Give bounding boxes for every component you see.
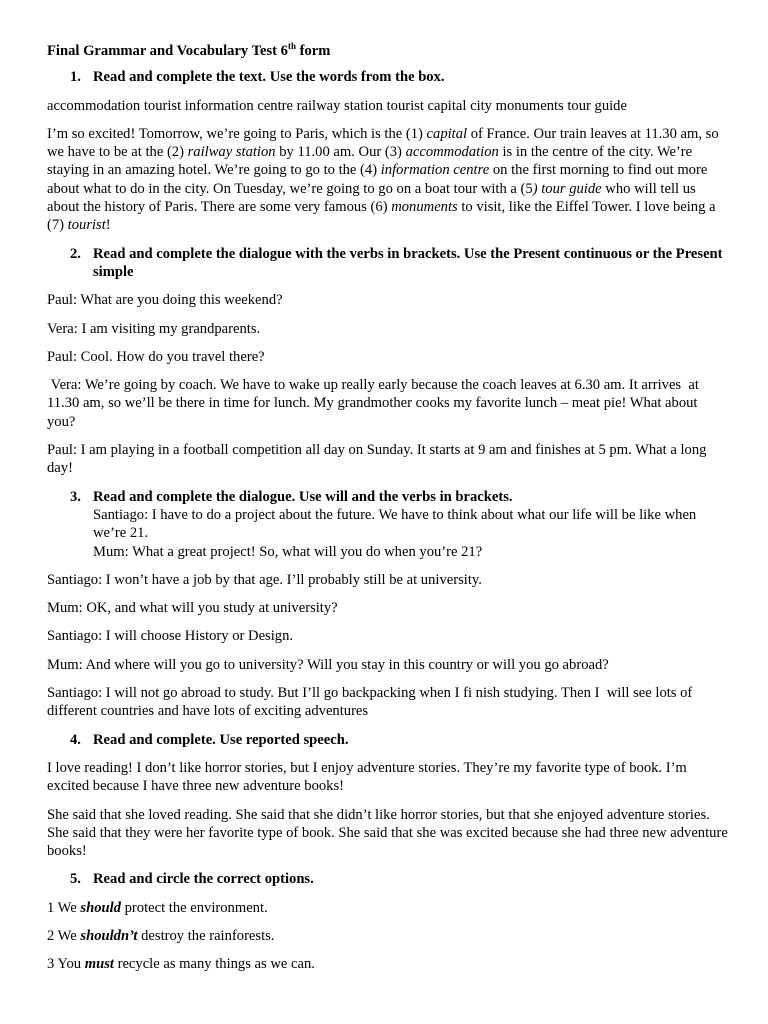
section-4-instruction: Read and complete. Use reported speech.	[93, 731, 349, 748]
section-2-heading	[47, 245, 728, 282]
section-3-number: 3.	[70, 488, 81, 505]
dialogue-line: Santiago: I won’t have a job by that age. I’ll probably still be at university.	[47, 571, 482, 588]
section-1-heading	[47, 68, 728, 86]
answer-1: capital	[426, 125, 468, 142]
dialogue-line: Paul: I am playing in a football competition all day on Sunday. It starts at 9 am and finishes at 5 pm. What a long day!	[47, 442, 707, 477]
title-tail: form	[295, 43, 331, 59]
dialogue-line: Paul: Cool. How do you travel there?	[47, 348, 265, 365]
exercise-item	[47, 927, 728, 945]
item-prefix: 3 You	[47, 956, 85, 973]
reported-speech-answer: She said that she loved reading. She said that she didn’t like horror stories, but that she enjoyed adventure stories. She said that they were her favorite type of book. She said that she was excited because she had three new adventure books!	[47, 806, 728, 860]
item-prefix: 1 We	[47, 899, 81, 916]
item-prefix: 2 We	[47, 927, 81, 944]
selected-option: should	[80, 899, 121, 916]
dialogue-line: Mum: OK, and what will you study at university?	[47, 600, 338, 617]
dialogue-line: Mum: What a great project! So, what will you do when you’re 21?	[93, 543, 483, 560]
item-suffix: destroy the rainforests.	[137, 927, 275, 944]
text-segment: is in the centre of the city. We’re staying in an amazing hotel. We’re going to go to the (4)	[47, 144, 693, 179]
dialogue-line: Vera: We’re going by coach. We have to wake up really early because the coach leaves at 6.30 am. It arrives at 11.30 am, so we’ll be there in time for lunch. My grandmother cooks my favorite lunch – meat pie! What about you?	[47, 377, 703, 430]
section-1-text	[47, 125, 728, 235]
text-segment: of France. Our train leaves at 11.30 am, so we have to be at the (2)	[47, 125, 719, 161]
text-segment: I’m so excited! Tomorrow, we’re going to Paris, which is the (1)	[47, 125, 427, 142]
text-segment: by 11.00 am. Our (3)	[275, 144, 406, 161]
section-4-heading	[47, 731, 728, 749]
answer-3: accommodation	[405, 144, 499, 161]
dialogue-line: Vera: I am visiting my grandparents.	[47, 320, 261, 337]
section-1-number: 1.	[70, 69, 81, 86]
answer-5: ) tour guide	[532, 180, 602, 197]
dialogue-line: Paul: What are you doing this weekend?	[47, 292, 283, 309]
text-segment: who will tell us about the history of Paris. There are some very famous (6)	[47, 180, 696, 216]
title-main: Final Grammar and Vocabulary Test 6	[47, 43, 288, 59]
word-box: accommodation tourist information centre railway station tourist capital city monuments tour guide	[47, 97, 627, 114]
text-segment: to visit, like the Eiffel Tower. I love being a (7)	[47, 199, 716, 234]
section-5-number: 5.	[70, 871, 81, 888]
dialogue-line: Santiago: I will choose History or Design.	[47, 628, 294, 645]
answer-7: tourist	[67, 217, 106, 234]
section-2-number: 2.	[70, 245, 81, 262]
selected-option: must	[84, 956, 114, 973]
section-4-number: 4.	[70, 731, 81, 748]
answer-4: information centre	[380, 162, 490, 179]
dialogue-line: Santiago: I have to do a project about the future. We have to think about what our life will be like when we’re 21.	[93, 506, 697, 542]
page-title	[47, 42, 728, 60]
dialogue-line: Santiago: I will not go abroad to study. But I’ll go backpacking when I fi nish studying. Then I will see lots of different countries and have lots of exciting adventures	[47, 685, 696, 720]
original-quote: I love reading! I don’t like horror stories, but I enjoy adventure stories. They’re my favorite type of book. I’m excited because I have three new adventure books!	[47, 759, 687, 795]
selected-option: shouldn’t	[80, 927, 138, 944]
exercise-item	[47, 899, 728, 917]
title-superscript: th	[287, 41, 296, 51]
text-segment: !	[105, 217, 111, 234]
section-3-instruction: Read and complete the dialogue. Use will and the verbs in brackets.	[93, 488, 513, 505]
item-suffix: protect the environment.	[120, 899, 268, 916]
dialogue-line: Mum: And where will you go to university? Will you stay in this country or will you go abroad?	[47, 656, 609, 673]
section-3-heading	[47, 488, 728, 561]
section-1-instruction: Read and complete the text. Use the words from the box.	[93, 69, 445, 86]
section-2-instruction: Read and complete the dialogue with the verbs in brackets. Use the Present continuous or the Present simple	[93, 245, 723, 280]
item-suffix: recycle as many things as we can.	[113, 956, 315, 973]
text-segment: on the first morning to find out more about what to do in the city. On Tuesday, we’re going to go on a boat tour with a (5	[47, 162, 708, 197]
exercise-item	[47, 955, 728, 973]
answer-2: railway station	[187, 144, 276, 161]
section-5-instruction: Read and circle the correct options.	[93, 871, 314, 888]
section-5-heading	[47, 870, 728, 888]
answer-6: monuments	[391, 199, 458, 216]
